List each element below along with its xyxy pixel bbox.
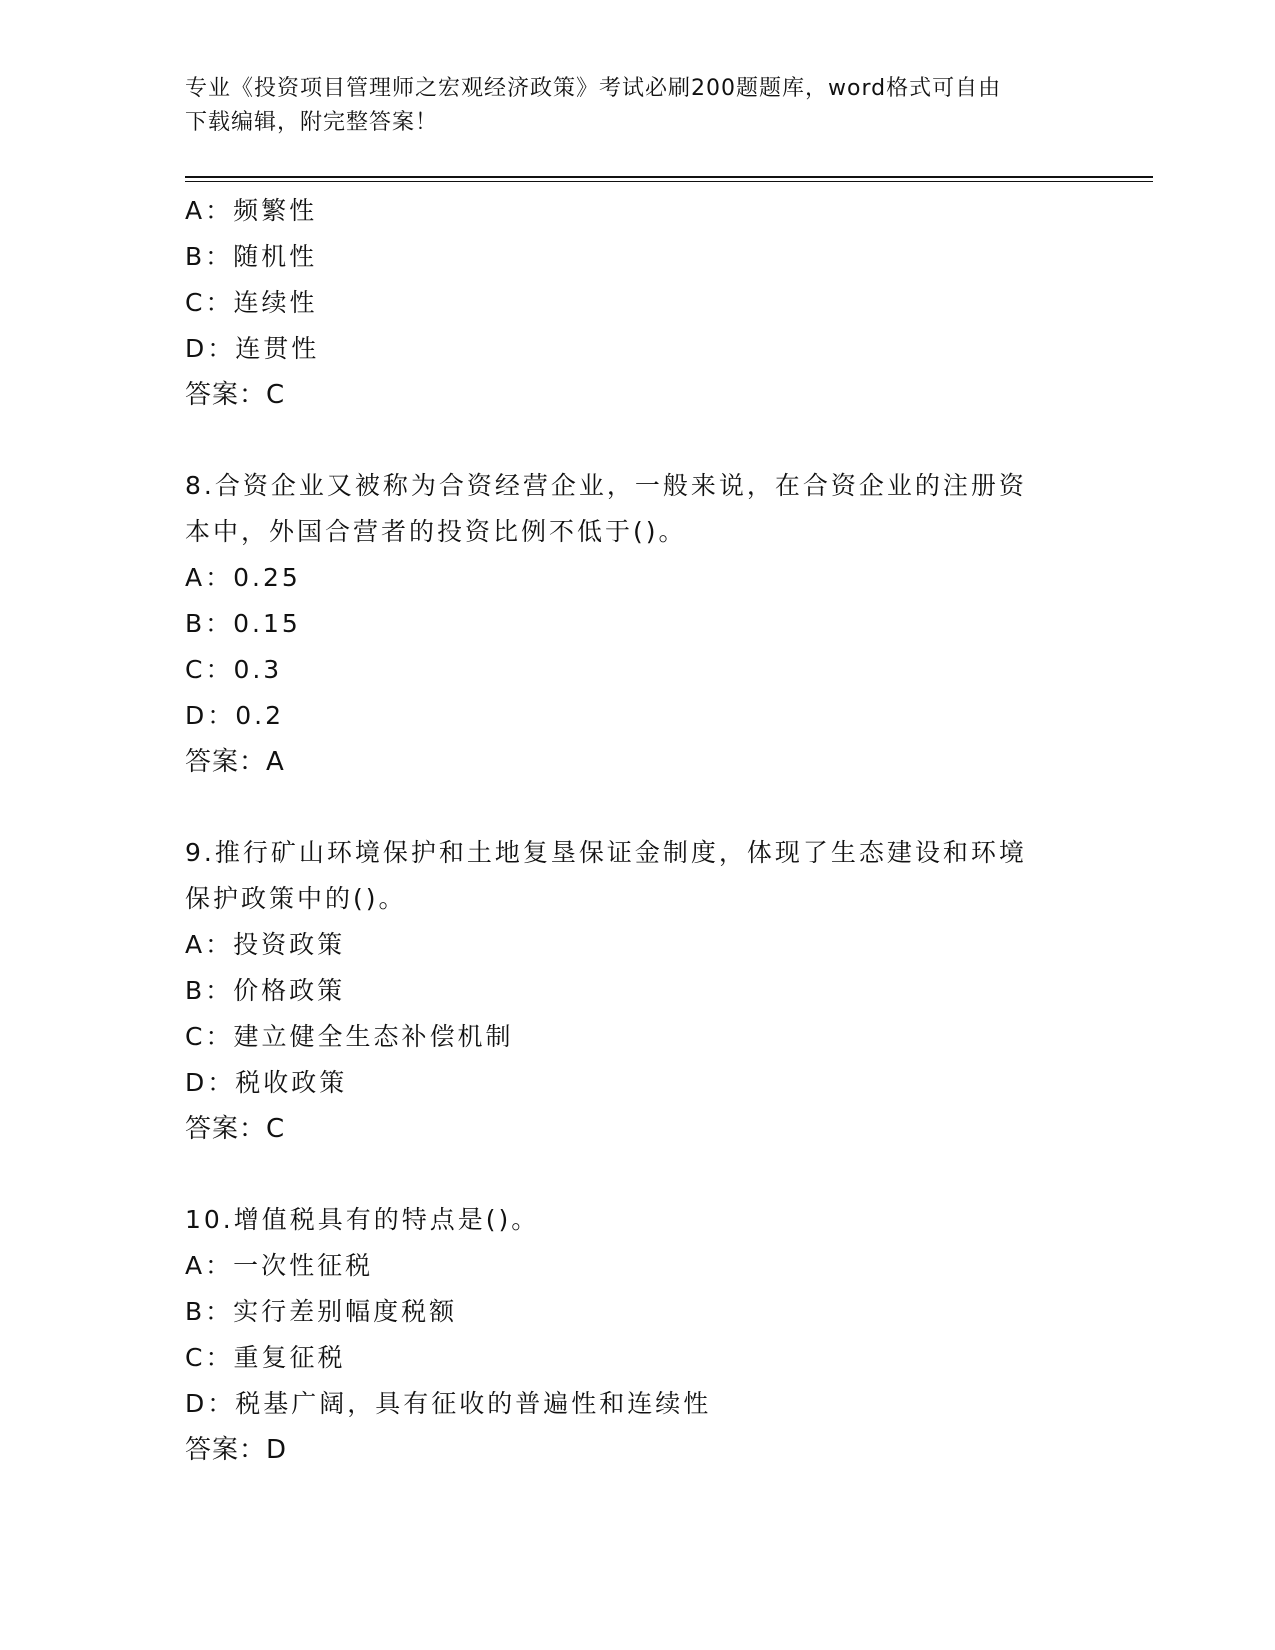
document-header: [185, 72, 1085, 140]
header-line: 专业《投资项目管理师之宏观经济政策》考试必刷200题题库，word格式可自由: [185, 76, 1002, 101]
answer: 答案：A: [185, 747, 285, 777]
option-d: D：连贯性: [185, 334, 320, 363]
option-b: B：实行差别幅度税额: [185, 1297, 458, 1326]
answer: 答案：D: [185, 1435, 288, 1465]
answer: 答案：C: [185, 380, 286, 410]
option-d: D：0.2: [185, 701, 285, 730]
header-divider: [185, 176, 1153, 178]
option-d: D：税基广阔，具有征收的普遍性和连续性: [185, 1389, 712, 1418]
option-a: A：频繁性: [185, 196, 318, 225]
option-a: A：0.25: [185, 563, 301, 592]
answer: 答案：C: [185, 1114, 286, 1144]
question-10: [185, 1197, 1085, 1473]
question-9: [185, 830, 1085, 1152]
option-b: B：随机性: [185, 242, 318, 271]
option-a: A：一次性征税: [185, 1251, 374, 1280]
question-7: [185, 188, 1085, 418]
question-stem: 9.推行矿山环境保护和土地复垦保证金制度，体现了生态建设和环境: [185, 838, 1027, 867]
option-b: B：价格政策: [185, 976, 346, 1005]
option-b: B：0.15: [185, 609, 301, 638]
question-list: [185, 188, 1085, 1473]
option-c: C：建立健全生态补偿机制: [185, 1022, 514, 1051]
spacer: [185, 785, 1085, 830]
question-stem: 10.增值税具有的特点是()。: [185, 1205, 540, 1234]
spacer: [185, 1152, 1085, 1197]
option-c: C：重复征税: [185, 1343, 346, 1372]
option-d: D：税收政策: [185, 1068, 348, 1097]
option-c: C：0.3: [185, 655, 283, 684]
question-stem: 8.合资企业又被称为合资经营企业，一般来说，在合资企业的注册资: [185, 471, 1027, 500]
question-8: [185, 463, 1085, 785]
question-stem: 保护政策中的()。: [185, 884, 407, 913]
header-divider-thin: [185, 181, 1153, 182]
header-line: 下载编辑，附完整答案！: [185, 110, 439, 135]
spacer: [185, 418, 1085, 463]
question-stem: 本中，外国合营者的投资比例不低于()。: [185, 517, 687, 546]
option-c: C：连续性: [185, 288, 318, 317]
option-a: A：投资政策: [185, 930, 346, 959]
